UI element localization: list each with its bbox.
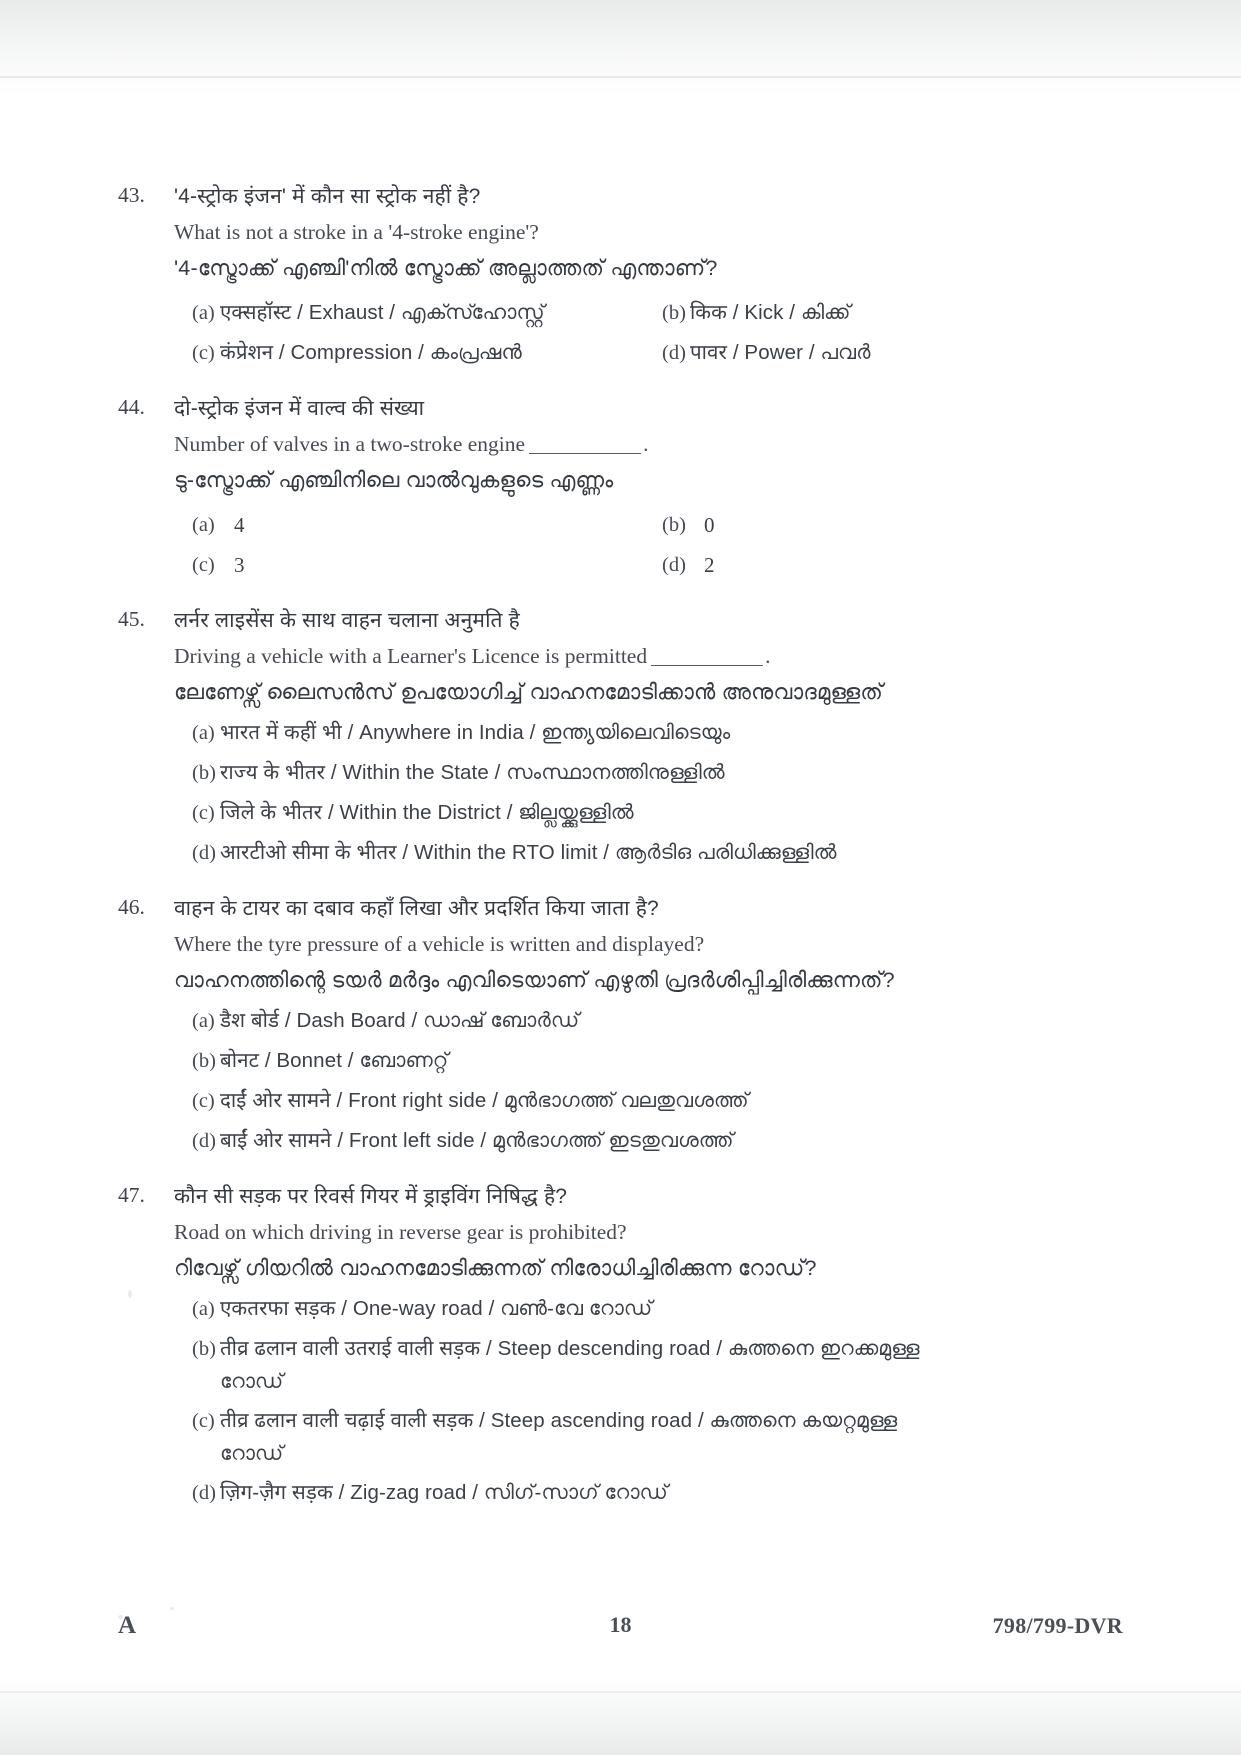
question-text-malayalam: '4-സ്ട്രോക്ക് എഞ്ചി'നിൽ സ്ട്രോക്ക് അല്ലാത്തത് എന്താണ്? xyxy=(174,256,718,280)
option-text: जिले के भीतर / Within the District / ജില്ലയ്ക്കുള്ളിൽ xyxy=(220,801,634,824)
question-number: 47. xyxy=(118,1183,145,1207)
question-number: 44. xyxy=(118,395,145,419)
question-block-44 xyxy=(118,392,1078,582)
option-label: (d) xyxy=(662,342,686,364)
question-text-hindi: '4-स्ट्रोक इंजन' में कौन सा स्ट्रोक नहीं है? xyxy=(174,185,481,208)
options-list xyxy=(174,1004,1078,1158)
question-block-47 xyxy=(118,1180,1078,1510)
option-label: (a) xyxy=(192,302,215,324)
option-text: किक / Kick / കിക്ക് xyxy=(690,301,851,324)
option-text: ज़िग-ज़ैग सड़क / Zig-zag road / സിഗ്-സാഗ് റോഡ് xyxy=(220,1481,668,1504)
option-c[interactable] xyxy=(174,548,644,582)
option-a[interactable] xyxy=(174,508,644,542)
question-text-english-pre: Number of valves in a two-stroke engine xyxy=(174,432,526,456)
question-text-english: Where the tyre pressure of a vehicle is written and displayed? xyxy=(174,932,705,956)
option-text: कंप्रेशन / Compression / കംപ്രഷൻ xyxy=(220,341,522,364)
question-text-malayalam: വാഹനത്തിന്റെ ടയർ മർദ്ദം എവിടെയാണ് എഴുതി പ്രദർശിപ്പിച്ചിരിക്കുന്നത്? xyxy=(174,968,895,992)
question-body xyxy=(174,604,1078,870)
option-label: (a) xyxy=(192,1010,215,1032)
option-text: दाईं ओर सामने / Front right side / മുൻഭാഗത്ത് വലതുവശത്ത് xyxy=(220,1089,749,1112)
options-list xyxy=(174,1292,1078,1510)
option-label: (d) xyxy=(192,1130,216,1152)
option-b[interactable] xyxy=(644,508,715,542)
option-text: भारत में कहीं भी / Anywhere in India / ഇന്ത്യയിലെവിടെയും xyxy=(220,721,731,744)
question-block-43 xyxy=(118,180,1078,370)
option-text: डैश बोर्ड / Dash Board / ഡാഷ് ബോർഡ് xyxy=(220,1009,580,1032)
option-b[interactable] xyxy=(644,296,851,330)
question-text-english-post: . xyxy=(765,644,771,668)
question-text-english: What is not a stroke in a '4-stroke engine'? xyxy=(174,220,539,244)
option-text: आरटीओ सीमा के भीतर / Within the RTO limit / ആർടിഒ പരിധിക്കുള്ളിൽ xyxy=(220,841,837,864)
options-row xyxy=(174,290,1078,330)
question-text-english xyxy=(174,638,1078,674)
option-c[interactable] xyxy=(174,336,644,370)
question-text-hindi: लर्नर लाइसेंस के साथ वाहन चलाना अनुमति है xyxy=(174,609,520,632)
options-list xyxy=(174,716,1078,870)
option-text: तीव्र ढलान वाली उतराई वाली सड़क / Steep descending road / കുത്തനെ ഇറക്കമുള്ള xyxy=(220,1337,920,1360)
option-d[interactable] xyxy=(174,1124,1078,1158)
fill-in-blank-rule xyxy=(651,665,763,666)
question-block-46 xyxy=(118,892,1078,1158)
option-a[interactable] xyxy=(174,1004,1078,1038)
question-text-malayalam: ലേണേഴ്സ് ലൈസൻസ് ഉപയോഗിച്ച് വാഹനമോടിക്കാൻ അനുവാദമുള്ളത് xyxy=(174,680,884,704)
question-body xyxy=(174,392,1078,582)
option-text: 4 xyxy=(234,513,245,537)
option-label: (c) xyxy=(192,342,215,364)
question-text-hindi: वाहन के टायर का दबाव कहाँ लिखा और प्रदर्शित किया जाता है? xyxy=(174,897,659,920)
page-footer xyxy=(118,1612,1123,1640)
option-c[interactable] xyxy=(174,796,1078,830)
option-label: (b) xyxy=(662,302,686,324)
options-row xyxy=(174,330,1078,370)
option-a[interactable] xyxy=(174,1292,1078,1326)
option-c[interactable] xyxy=(174,1404,1078,1438)
option-label: (b) xyxy=(192,1338,216,1360)
page-number: 18 xyxy=(609,1612,632,1637)
question-text-malayalam: ടു-സ്ട്രോക്ക് എഞ്ചിനിലെ വാൽവുകളുടെ എണ്ണം xyxy=(174,468,614,492)
option-text: 0 xyxy=(704,513,715,537)
question-block-45 xyxy=(118,604,1078,870)
option-label: (b) xyxy=(662,514,686,536)
option-d[interactable] xyxy=(174,836,1078,870)
question-text-malayalam: റിവേഴ്സ് ഗിയറിൽ വാഹനമോടിക്കുന്നത് നിരോധിച്ചിരിക്കുന്ന റോഡ്? xyxy=(174,1256,817,1280)
option-label: (c) xyxy=(192,554,215,576)
option-c[interactable] xyxy=(174,1084,1078,1118)
option-label: (c) xyxy=(192,802,215,824)
question-text-english: Road on which driving in reverse gear is prohibited? xyxy=(174,1220,627,1244)
option-label: (d) xyxy=(192,1482,216,1504)
questions-container xyxy=(118,180,1078,1532)
option-label: (c) xyxy=(192,1090,215,1112)
paper-code: 798/799-DVR xyxy=(992,1613,1123,1638)
option-text: तीव्र ढलान वाली चढ़ाई वाली सड़क / Steep ascending road / കുത്തനെ കയറ്റമുള്ള xyxy=(220,1409,898,1432)
question-body xyxy=(174,892,1078,1158)
option-label: (b) xyxy=(192,1050,216,1072)
question-number: 46. xyxy=(118,895,145,919)
question-text-english-pre: Driving a vehicle with a Learner's Licence is permitted xyxy=(174,644,648,668)
option-text: राज्य के भीतर / Within the State / സംസ്ഥാനത്തിനുള്ളിൽ xyxy=(220,761,725,784)
question-body xyxy=(174,1180,1078,1510)
option-a[interactable] xyxy=(174,716,1078,750)
option-text: बोनट / Bonnet / ബോണറ്റ് xyxy=(220,1049,449,1072)
option-label: (a) xyxy=(192,514,215,536)
option-label: (a) xyxy=(192,1298,215,1320)
option-label: (c) xyxy=(192,1410,215,1432)
question-number: 45. xyxy=(118,607,145,631)
question-number: 43. xyxy=(118,183,145,207)
option-a[interactable] xyxy=(174,296,644,330)
option-text: एकतरफा सड़क / One-way road / വൺ-വേ റോഡ് xyxy=(220,1297,653,1320)
option-label: (b) xyxy=(192,762,216,784)
options-list xyxy=(174,502,1078,582)
option-d[interactable] xyxy=(174,1476,1078,1510)
option-label: (a) xyxy=(192,722,215,744)
question-text-hindi: कौन सी सड़क पर रिवर्स गियर में ड्राइविंग निषिद्ध है? xyxy=(174,1185,568,1208)
option-label: (d) xyxy=(192,842,216,864)
fill-in-blank-rule xyxy=(529,453,641,454)
option-b[interactable] xyxy=(174,756,1078,790)
option-text: बाईं ओर सामने / Front left side / മുൻഭാഗത്ത് ഇടതുവശത്ത് xyxy=(220,1129,734,1152)
option-d[interactable] xyxy=(644,336,871,370)
options-row xyxy=(174,502,1078,542)
option-label: (d) xyxy=(662,554,686,576)
question-body xyxy=(174,180,1078,370)
option-text: पावर / Power / പവർ xyxy=(690,341,871,364)
option-b-continuation: റോഡ് xyxy=(220,1370,284,1393)
question-text-english xyxy=(174,426,1078,462)
option-b[interactable] xyxy=(174,1044,1078,1078)
option-d[interactable] xyxy=(644,548,715,582)
option-c-continuation: റോഡ് xyxy=(220,1442,284,1465)
option-text: 3 xyxy=(234,553,245,577)
option-text: एक्सहॉस्ट / Exhaust / എക്സ്ഹോസ്റ്റ് xyxy=(220,301,545,324)
question-text-english-post: . xyxy=(643,432,649,456)
option-text: 2 xyxy=(704,553,715,577)
question-text-hindi: दो-स्ट्रोक इंजन में वाल्व की संख्या xyxy=(174,397,425,420)
options-list xyxy=(174,290,1078,370)
option-b[interactable] xyxy=(174,1332,1078,1366)
booklet-series-label: A xyxy=(118,1612,137,1639)
options-row xyxy=(174,542,1078,582)
